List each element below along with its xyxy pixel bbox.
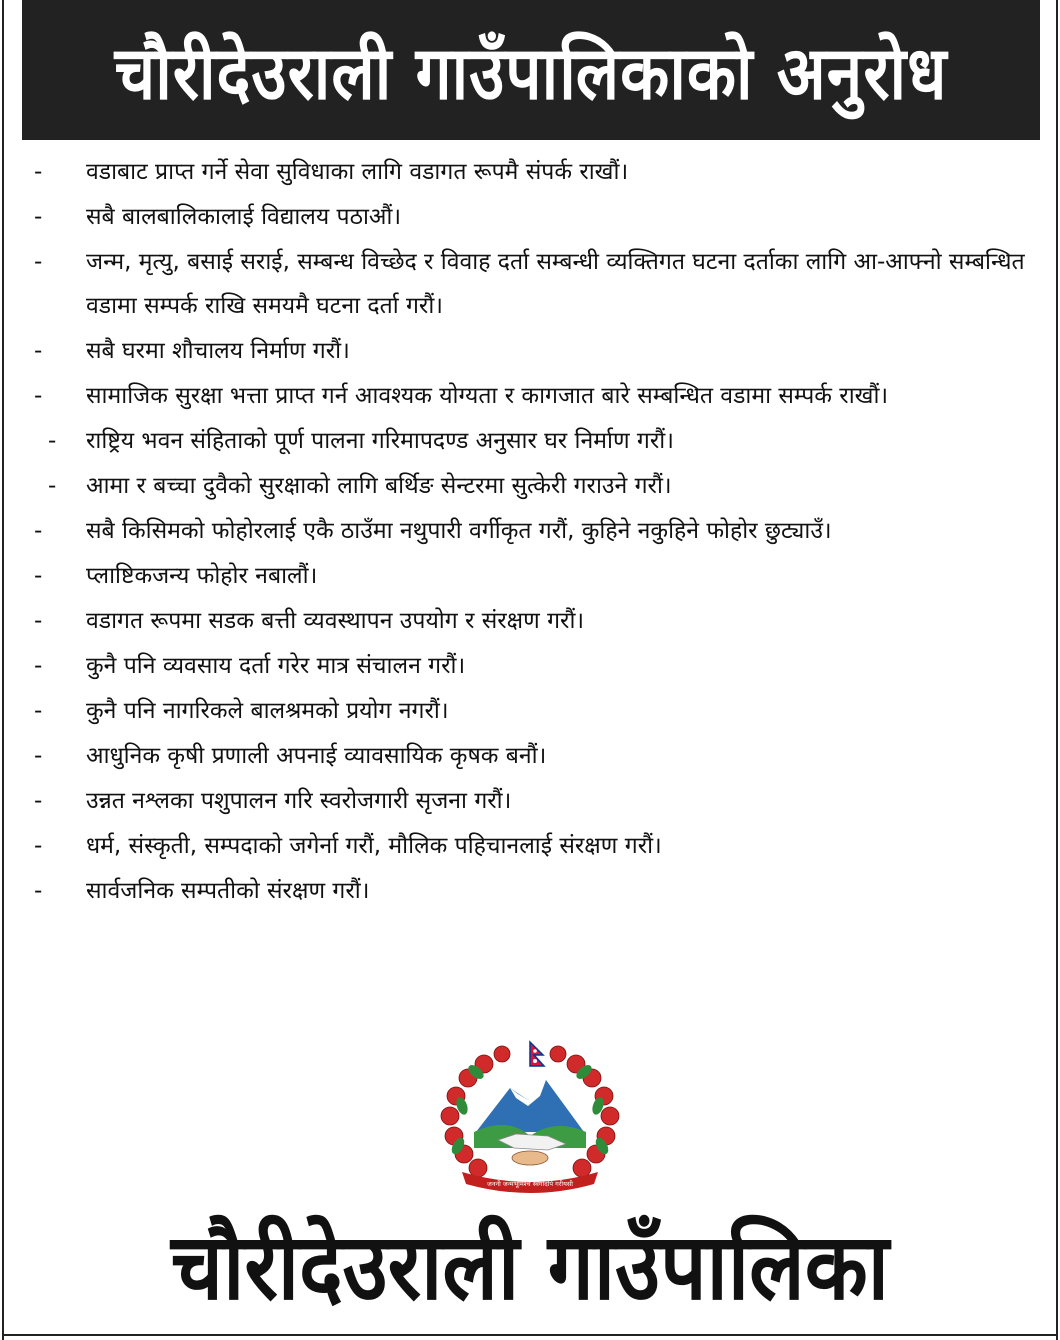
- list-item-text: कुनै पनि नागरिकले बालश्रमको प्रयोग नगरौं।: [86, 698, 449, 724]
- list-item: [28, 419, 1033, 463]
- bullet-dash: -: [34, 698, 43, 724]
- list-item-text: सार्वजनिक सम्पतीको संरक्षण गरौं।: [86, 878, 370, 904]
- list-item: [28, 599, 1033, 643]
- list-item: [28, 554, 1033, 598]
- list-item: [28, 374, 1033, 418]
- list-item-text: वडाबाट प्राप्त गर्ने सेवा सुविधाका लागि वडागत रूपमै संपर्क राखौं।: [86, 159, 629, 185]
- bullet-dash: -: [48, 473, 57, 499]
- page-border-right: [1056, 0, 1058, 1340]
- bullet-dash: -: [34, 249, 43, 275]
- page-border-left: [2, 0, 4, 1340]
- bullet-dash: -: [34, 833, 43, 859]
- bullet-dash: -: [48, 428, 57, 454]
- footer-title: चौरीदेउराली गाउँपालिका: [171, 1214, 889, 1322]
- list-item-text: सामाजिक सुरक्षा भत्ता प्राप्त गर्न आवश्यक योग्यता र कागजात बारे सम्बन्धित वडामा सम्पर्क राखौं।: [86, 383, 889, 409]
- bullet-dash: -: [34, 518, 43, 544]
- list-item: [28, 824, 1033, 868]
- bullet-dash: -: [34, 563, 43, 589]
- page-border-bottom: [2, 1334, 1058, 1336]
- bullet-dash: -: [34, 743, 43, 769]
- list-item: [28, 869, 1033, 913]
- bullet-dash: -: [34, 204, 43, 230]
- list-item-text: आधुनिक कृषी प्रणाली अपनाई व्यावसायिक कृषक बनौं।: [86, 743, 547, 769]
- list-item: [28, 329, 1033, 373]
- bullet-dash: -: [34, 608, 43, 634]
- list-item: [28, 150, 1033, 194]
- bullet-dash: -: [34, 653, 43, 679]
- list-item: [28, 195, 1033, 239]
- bullet-dash: -: [34, 788, 43, 814]
- list-item-text: कुनै पनि व्यवसाय दर्ता गरेर मात्र संचालन गरौं।: [86, 653, 466, 679]
- emblem-motto: जननी जन्मभूमिश्च स्वर्गादपि गरीयसी: [487, 1180, 573, 1188]
- bullet-dash: -: [34, 159, 43, 185]
- list-item-text: प्लाष्टिकजन्य फोहोर नबालौं।: [86, 563, 318, 589]
- list-item: [28, 779, 1033, 823]
- list-item: [28, 734, 1033, 778]
- list-item: [28, 464, 1033, 508]
- request-list: [28, 150, 1033, 914]
- list-item-text: जन्म, मृत्यु, बसाई सराई, सम्बन्ध विच्छेद र विवाह दर्ता सम्बन्धी व्यक्तिगत घटना दर्ताका लागि आ-आफ्नो सम्बन्धित वडामा सम्पर्क राखि समयमै घटना दर्ता गरौं।: [86, 249, 1025, 319]
- list-item-text: सबै घरमा शौचालय निर्माण गरौं।: [86, 338, 350, 364]
- list-item-text: धर्म, संस्कृती, सम्पदाको जगेर्ना गरौं, मौलिक पहिचानलाई संरक्षण गरौं।: [86, 833, 662, 859]
- list-item-text: राष्ट्रिय भवन संहिताको पूर्ण पालना गरिमापदण्ड अनुसार घर निर्माण गरौं।: [86, 428, 674, 454]
- list-item: [28, 509, 1033, 553]
- list-item: [28, 644, 1033, 688]
- page-title: चौरीदेउराली गाउँपालिकाको अनुरोध: [114, 31, 948, 117]
- list-item: [28, 240, 1033, 328]
- title-banner: [22, 0, 1040, 140]
- list-item-text: आमा र बच्चा दुवैको सुरक्षाको लागि बर्थिङ सेन्टरमा सुत्केरी गराउने गरौं।: [86, 473, 672, 499]
- bullet-dash: -: [34, 338, 43, 364]
- list-item-text: वडागत रूपमा सडक बत्ती व्यवस्थापन उपयोग र संरक्षण गरौं।: [86, 608, 585, 634]
- list-item-text: सबै बालबालिकालाई विद्यालय पठाऔं।: [86, 204, 402, 230]
- bullet-dash: -: [34, 878, 43, 904]
- list-item: [28, 689, 1033, 733]
- nepal-coat-of-arms-icon: [428, 1036, 632, 1196]
- bullet-dash: -: [34, 383, 43, 409]
- list-item-text: सबै किसिमको फोहोरलाई एकै ठाउँमा नथुपारी वर्गीकृत गरौं, कुहिने नकुहिने फोहोर छुट्याउँ।: [86, 518, 832, 544]
- list-item-text: उन्नत नश्लका पशुपालन गरि स्वरोजगारी सृजना गरौं।: [86, 788, 512, 814]
